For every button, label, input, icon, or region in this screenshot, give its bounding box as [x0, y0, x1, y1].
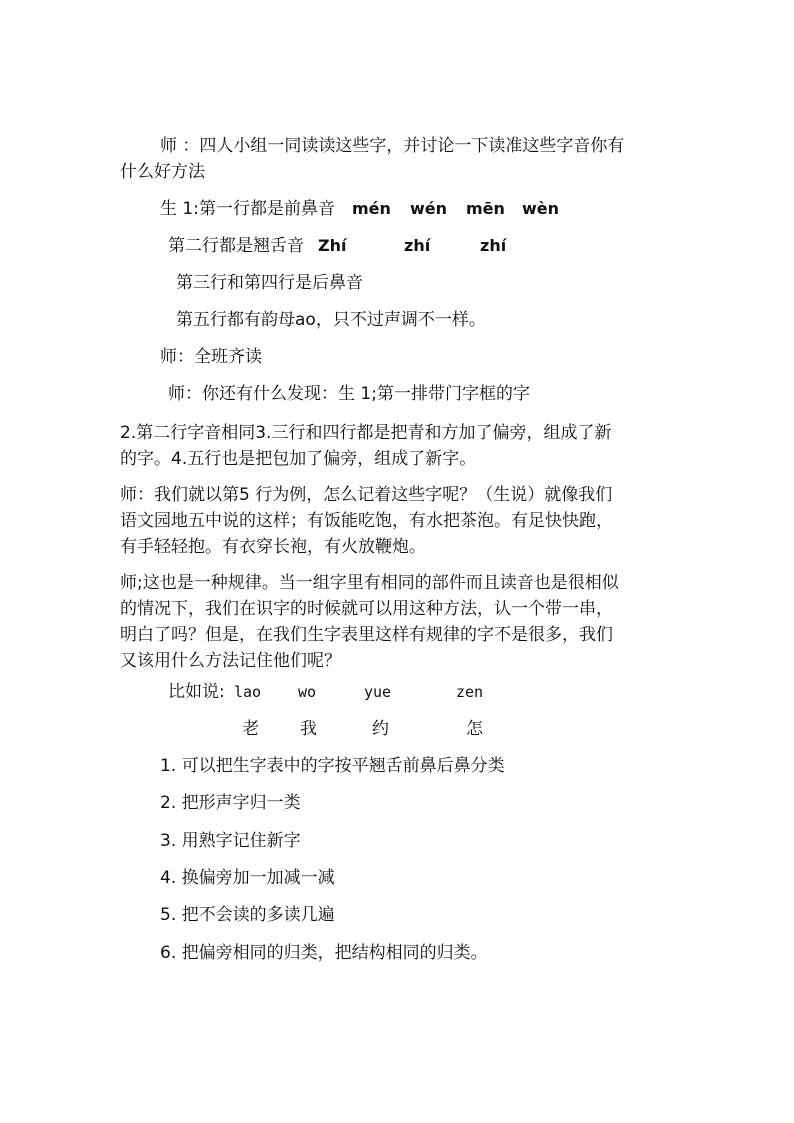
- row5-text: 第五行都有韵母ao，只不过声调不一样。: [176, 310, 486, 330]
- teacher-prompt-line-1: 师 ：四人小组一同读读这些字，并讨论一下读准这些字音你有: [160, 136, 625, 156]
- teacher-discover: 师：你还有什么发现：生 1;第一排带门字框的字: [168, 384, 530, 404]
- para2-line-2: 的字。4.五行也是把包加了偏旁，组成了新字。: [120, 449, 477, 469]
- example-label: 比如说:: [168, 682, 225, 702]
- example-pinyin-yue: yue: [364, 683, 392, 701]
- pinyin-wen-2: wèn: [522, 199, 560, 218]
- para3-line-3: 有手轻轻抱。有衣穿长袍，有火放鞭炮。: [120, 537, 426, 557]
- teacher-prompt-line-2: 什么好方法: [120, 162, 205, 182]
- para3-line-1: 师：我们就以第5 行为例，怎么记着这些字呢？（生说）就像我们: [120, 485, 613, 505]
- para4-line-2: 的情况下，我们在识字的时候就可以用这种方法，认一个带一串，: [120, 599, 613, 619]
- example-pinyin-wo: wo: [298, 683, 317, 701]
- para3-line-2: 语文园地五中说的这样；有饭能吃饱，有水把茶泡。有足快快跑，: [120, 511, 613, 531]
- para4-line-1: 师;这也是一种规律。当一组字里有相同的部件而且读音也是很相似: [120, 573, 619, 593]
- example-pinyin-lao: lao: [234, 683, 262, 701]
- method-item-4: 4. 换偏旁加一加减一减: [160, 868, 335, 888]
- pinyin-men: mén: [352, 199, 391, 218]
- pinyin-zhi-1: Zhí: [318, 236, 347, 255]
- student-row1-label: 生 1:第一行都是前鼻音: [160, 199, 335, 219]
- teacher-read-all: 师：全班齐读: [160, 347, 262, 367]
- row2-label: 第二行都是翘舌音: [168, 236, 304, 256]
- pinyin-men-2: mēn: [466, 199, 505, 218]
- pinyin-zhi-2: zhí: [404, 236, 431, 255]
- pinyin-wen: wén: [410, 199, 448, 218]
- method-item-2: 2. 把形声字归一类: [160, 793, 301, 813]
- example-char-zen: 怎: [466, 719, 483, 739]
- pinyin-zhi-3: zhí: [480, 236, 507, 255]
- example-pinyin-zen: zen: [456, 683, 484, 701]
- para4-line-4: 又该用什么方法记住他们呢？: [120, 651, 341, 671]
- para2-line-1: 2.第二行字音相同3.三行和四行都是把青和方加了偏旁，组成了新: [120, 423, 612, 443]
- method-item-6: 6. 把偏旁相同的归类，把结构相同的归类。: [160, 943, 488, 963]
- example-char-lao: 老: [242, 719, 259, 739]
- example-char-yue: 约: [372, 719, 389, 739]
- example-char-wo: 我: [300, 719, 317, 739]
- method-item-1: 1. 可以把生字表中的字按平翘舌前鼻后鼻分类: [160, 756, 505, 776]
- para4-line-3: 明白了吗？但是，在我们生字表里这样有规律的字不是很多，我们: [120, 625, 613, 645]
- method-item-3: 3. 用熟字记住新字: [160, 831, 301, 851]
- row3-text: 第三行和第四行是后鼻音: [176, 273, 363, 293]
- method-item-5: 5. 把不会读的多读几遍: [160, 905, 335, 925]
